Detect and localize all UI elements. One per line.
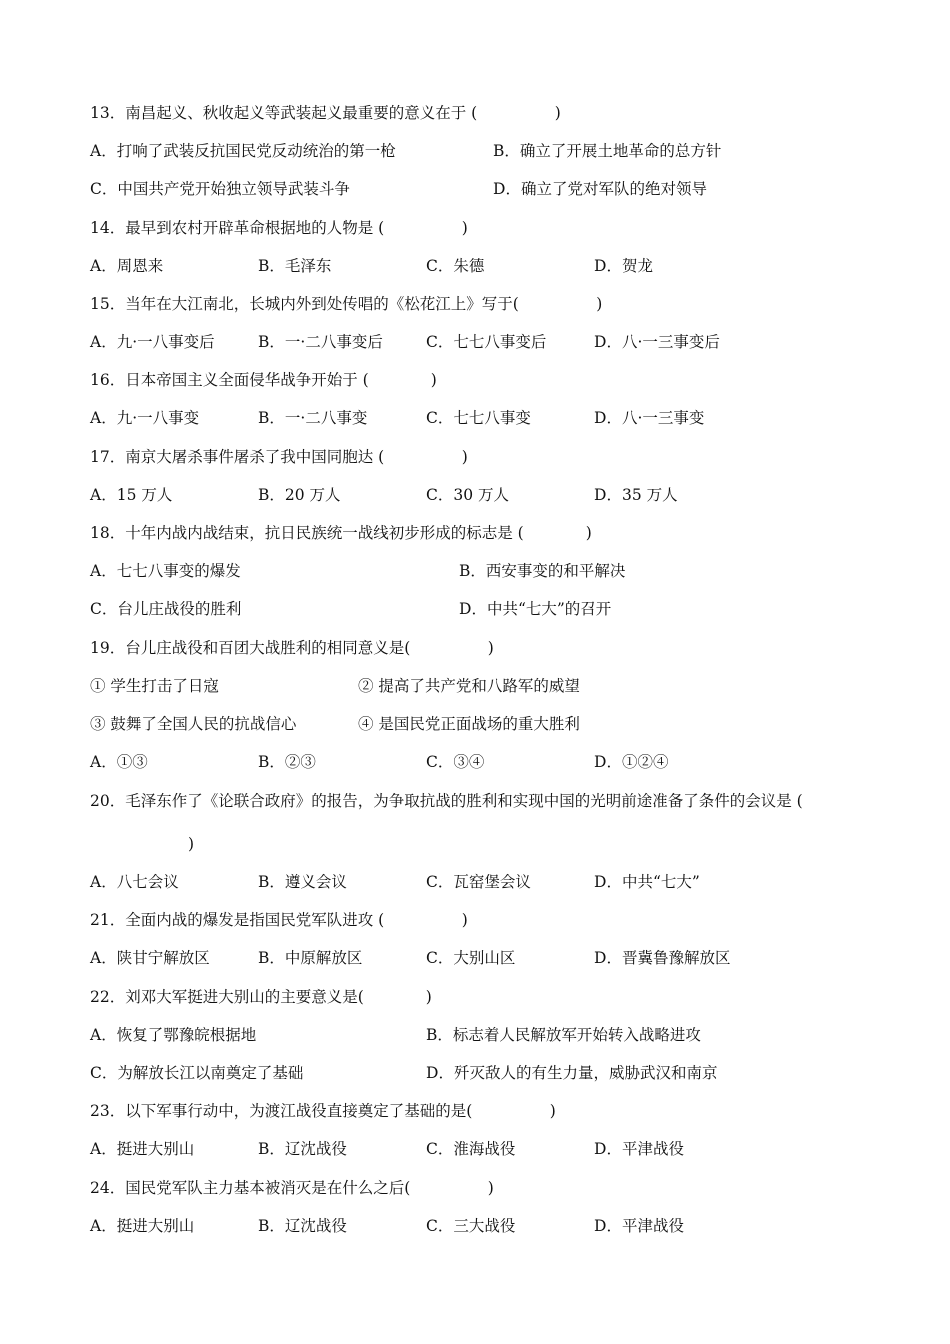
question-number: 14: [90, 219, 110, 237]
option-separator: ．: [606, 257, 622, 275]
option-text: 西安事变的和平解决: [485, 562, 626, 580]
option-separator: ．: [606, 1217, 622, 1235]
answer-option[interactable]: [426, 1216, 515, 1236]
option-text: 一·二八事变后: [284, 333, 383, 351]
answer-option[interactable]: [90, 408, 199, 428]
option-letter: B: [258, 409, 270, 427]
option-letter: B: [258, 1140, 270, 1158]
option-letter: C: [426, 486, 438, 504]
statement-item: ④ 是国民党正面战场的重大胜利: [358, 715, 580, 733]
option-letter: A: [90, 753, 102, 771]
option-separator: ．: [437, 753, 454, 771]
answer-option[interactable]: [459, 561, 625, 581]
option-separator: ．: [438, 1064, 454, 1082]
answer-option[interactable]: [594, 1139, 684, 1159]
answer-option[interactable]: [594, 1216, 684, 1236]
answer-option[interactable]: [426, 256, 484, 276]
statement-item: ① 学生打击了日寇: [90, 677, 219, 695]
option-separator: ．: [504, 142, 520, 160]
answer-option[interactable]: [258, 948, 362, 968]
answer-option[interactable]: [90, 948, 210, 968]
question-number: 22: [90, 988, 110, 1006]
answer-option[interactable]: [90, 752, 148, 772]
option-letter: A: [90, 409, 102, 427]
option-letter: A: [90, 1140, 102, 1158]
option-separator: ．: [437, 333, 454, 351]
option-letter: B: [258, 753, 270, 771]
option-text: 八七会议: [116, 873, 179, 891]
answer-option[interactable]: [258, 1216, 347, 1236]
option-separator: ．: [606, 486, 622, 504]
option-text: 朱德: [453, 257, 485, 275]
answer-option[interactable]: [258, 485, 341, 505]
option-text: 三大战役: [453, 1217, 516, 1235]
option-separator: ．: [606, 333, 622, 351]
question-text: ．刘邓大军挺进大别山的主要意义是( ): [109, 988, 432, 1006]
option-separator: ．: [101, 333, 117, 351]
option-letter: B: [258, 949, 270, 967]
option-text: 遵义会议: [284, 873, 347, 891]
answer-option[interactable]: [258, 1139, 347, 1159]
option-separator: ．: [269, 409, 285, 427]
option-text: ③④: [453, 753, 485, 771]
question-number: 17: [90, 448, 110, 466]
option-separator: ．: [269, 486, 285, 504]
option-separator: ．: [101, 600, 118, 618]
option-letter: A: [90, 1026, 102, 1044]
option-separator: ．: [101, 1217, 117, 1235]
option-separator: ．: [437, 949, 454, 967]
option-text: 毛泽东: [284, 257, 332, 275]
question-number: 23: [90, 1102, 110, 1120]
question-number: 16: [90, 371, 110, 389]
option-letter: C: [426, 1217, 438, 1235]
question-stem: [90, 523, 592, 543]
question-text: ．最早到农村开辟革命根据地的人物是 ( ): [109, 219, 468, 237]
answer-option[interactable]: [426, 752, 484, 772]
answer-option[interactable]: [258, 256, 331, 276]
option-separator: ．: [101, 753, 117, 771]
option-letter: B: [258, 257, 270, 275]
answer-option[interactable]: [258, 752, 316, 772]
option-text: 恢复了鄂豫皖根据地: [116, 1026, 257, 1044]
option-letter: D: [594, 949, 607, 967]
option-letter: C: [426, 873, 438, 891]
answer-option[interactable]: [426, 1025, 701, 1045]
option-text: 标志着人民解放军开始转入战略进攻: [452, 1026, 701, 1044]
option-text: 晋冀鲁豫解放区: [621, 949, 731, 967]
answer-option[interactable]: [90, 332, 215, 352]
question-stem: [90, 638, 494, 658]
option-text: 为解放长江以南奠定了基础: [117, 1064, 304, 1082]
option-letter: D: [594, 753, 607, 771]
option-text: 辽沈战役: [284, 1217, 347, 1235]
option-text: 挺进大别山: [116, 1140, 195, 1158]
option-letter: D: [493, 180, 506, 198]
answer-option[interactable]: [426, 1063, 717, 1083]
answer-option[interactable]: [90, 1139, 194, 1159]
option-letter: C: [426, 257, 438, 275]
option-text: 中国共产党开始独立领导武装斗争: [117, 180, 350, 198]
question-number: 20: [90, 792, 110, 810]
option-text: ②③: [284, 753, 316, 771]
option-letter: D: [594, 1140, 607, 1158]
answer-option[interactable]: [493, 141, 721, 161]
answer-option[interactable]: [90, 599, 241, 619]
statement-item: ② 提高了共产党和八路军的威望: [358, 677, 580, 695]
question-stem: [90, 218, 468, 238]
answer-option[interactable]: [426, 408, 531, 428]
question-text: ．日本帝国主义全面侵华战争开始于 ( ): [109, 371, 437, 389]
option-letter: C: [426, 1140, 438, 1158]
option-letter: D: [594, 257, 607, 275]
option-separator: ．: [101, 1026, 117, 1044]
option-letter: C: [90, 600, 102, 618]
option-letter: D: [594, 873, 607, 891]
question-stem: [90, 1101, 556, 1121]
question-text: ．毛泽东作了《论联合政府》的报告，为争取抗战的胜利和实现中国的光明前途准备了条件的会议是 (: [109, 792, 803, 810]
option-letter: D: [594, 409, 607, 427]
answer-option[interactable]: [594, 948, 730, 968]
option-separator: ．: [606, 409, 622, 427]
question-stem: [90, 1178, 494, 1198]
answer-option[interactable]: [594, 752, 668, 772]
option-separator: ．: [269, 333, 285, 351]
option-separator: ．: [606, 753, 622, 771]
option-separator: ．: [101, 257, 117, 275]
option-separator: ．: [606, 1140, 622, 1158]
option-text: 九·一八事变后: [116, 333, 215, 351]
answer-option[interactable]: [594, 256, 653, 276]
option-text: 20 万人: [284, 486, 341, 504]
option-letter: C: [426, 409, 438, 427]
question-stem: [90, 447, 468, 467]
option-separator: ．: [269, 257, 285, 275]
answer-option[interactable]: [90, 872, 179, 892]
option-text: 歼灭敌人的有生力量，威胁武汉和南京: [453, 1064, 718, 1082]
answer-option[interactable]: [426, 1139, 515, 1159]
option-text: 中共“七大”的召开: [486, 600, 612, 618]
answer-option[interactable]: [426, 948, 515, 968]
answer-option[interactable]: [90, 485, 172, 505]
question-text: ．台儿庄战役和百团大战胜利的相同意义是( ): [109, 639, 494, 657]
option-letter: D: [594, 1217, 607, 1235]
option-letter: B: [493, 142, 505, 160]
option-text: 平津战役: [621, 1140, 684, 1158]
question-stem-continuation: ): [188, 835, 195, 853]
option-text: ①③: [116, 753, 148, 771]
question-number: 18: [90, 524, 110, 542]
option-text: 挺进大别山: [116, 1217, 195, 1235]
option-separator: ．: [437, 1140, 454, 1158]
answer-option[interactable]: [258, 332, 383, 352]
option-text: 瓦窑堡会议: [453, 873, 531, 891]
option-separator: ．: [471, 600, 487, 618]
option-separator: ．: [101, 1140, 117, 1158]
option-separator: ．: [101, 180, 118, 198]
option-letter: A: [90, 949, 102, 967]
answer-option[interactable]: [426, 872, 531, 892]
option-text: 确立了党对军队的绝对领导: [520, 180, 707, 198]
option-letter: D: [426, 1064, 439, 1082]
option-letter: B: [258, 486, 270, 504]
answer-option[interactable]: [426, 332, 546, 352]
option-separator: ．: [101, 873, 117, 891]
option-text: 七七八事变后: [453, 333, 547, 351]
question-number: 15: [90, 295, 110, 313]
option-text: 一·二八事变: [284, 409, 368, 427]
answer-option[interactable]: [258, 408, 367, 428]
answer-option[interactable]: [90, 179, 350, 199]
answer-option[interactable]: [594, 408, 704, 428]
option-text: 确立了开展土地革命的总方针: [519, 142, 722, 160]
option-letter: A: [90, 562, 102, 580]
answer-option[interactable]: [90, 1216, 194, 1236]
option-letter: A: [90, 333, 102, 351]
answer-option[interactable]: [459, 599, 611, 619]
answer-option[interactable]: [90, 1025, 256, 1045]
option-separator: ．: [437, 1217, 454, 1235]
question-number: 19: [90, 639, 110, 657]
option-text: 中原解放区: [284, 949, 363, 967]
answer-option[interactable]: [426, 485, 509, 505]
option-separator: ．: [606, 873, 622, 891]
option-separator: ．: [101, 949, 117, 967]
answer-option[interactable]: [90, 561, 241, 581]
option-letter: D: [594, 333, 607, 351]
option-separator: ．: [269, 1140, 285, 1158]
question-number: 13: [90, 104, 110, 122]
option-text: 平津战役: [621, 1217, 684, 1235]
option-letter: A: [90, 1217, 102, 1235]
question-stem: [90, 294, 602, 314]
option-text: 35 万人: [621, 486, 678, 504]
answer-option[interactable]: [594, 332, 720, 352]
option-separator: ．: [437, 486, 454, 504]
option-text: 大别山区: [453, 949, 516, 967]
option-letter: B: [426, 1026, 438, 1044]
option-letter: A: [90, 142, 102, 160]
option-text: 辽沈战役: [284, 1140, 347, 1158]
option-letter: B: [459, 562, 471, 580]
question-stem: [90, 791, 803, 811]
option-separator: ．: [269, 873, 285, 891]
option-separator: ．: [437, 873, 454, 891]
question-text: ．南京大屠杀事件屠杀了我中国同胞达 ( ): [109, 448, 468, 466]
question-stem: [90, 987, 432, 1007]
question-number: 24: [90, 1179, 110, 1197]
option-letter: B: [258, 333, 270, 351]
option-letter: C: [426, 753, 438, 771]
option-separator: ．: [101, 1064, 118, 1082]
option-text: 淮海战役: [453, 1140, 516, 1158]
answer-option[interactable]: [594, 485, 678, 505]
question-stem: [90, 103, 561, 123]
option-text: 七七八事变: [453, 409, 531, 427]
answer-option[interactable]: [90, 256, 163, 276]
option-text: 八·一三事变: [621, 409, 705, 427]
option-separator: ．: [437, 1026, 453, 1044]
option-text: 九·一八事变: [116, 409, 200, 427]
option-text: ①②④: [621, 753, 669, 771]
option-letter: B: [258, 873, 270, 891]
question-stem: [90, 370, 437, 390]
option-separator: ．: [437, 257, 454, 275]
option-letter: C: [90, 1064, 102, 1082]
option-text: 台儿庄战役的胜利: [117, 600, 242, 618]
question-text: ．南昌起义、秋收起义等武装起义最重要的意义在于 ( ): [109, 104, 561, 122]
statement-item: ③ 鼓舞了全国人民的抗战信心: [90, 715, 297, 733]
option-letter: A: [90, 486, 102, 504]
option-text: 八·一三事变后: [621, 333, 720, 351]
option-text: 30 万人: [453, 486, 510, 504]
option-text: 中共“七大”: [621, 873, 700, 891]
option-separator: ．: [606, 949, 622, 967]
option-text: 周恩来: [116, 257, 164, 275]
option-letter: D: [459, 600, 472, 618]
option-separator: ．: [101, 486, 117, 504]
question-text: ．当年在大江南北，长城内外到处传唱的《松花江上》写于( ): [109, 295, 603, 313]
option-separator: ．: [505, 180, 521, 198]
question-stem: [90, 910, 468, 930]
option-separator: ．: [101, 562, 117, 580]
answer-option[interactable]: [90, 141, 396, 161]
option-text: 15 万人: [116, 486, 173, 504]
option-separator: ．: [269, 753, 285, 771]
option-letter: D: [594, 486, 607, 504]
answer-option[interactable]: [90, 1063, 303, 1083]
option-letter: C: [426, 333, 438, 351]
option-letter: B: [258, 1217, 270, 1235]
option-separator: ．: [269, 1217, 285, 1235]
answer-option[interactable]: [594, 872, 700, 892]
option-separator: ．: [269, 949, 285, 967]
option-text: 七七八事变的爆发: [116, 562, 241, 580]
question-number: 21: [90, 911, 110, 929]
option-separator: ．: [101, 142, 117, 160]
option-letter: C: [426, 949, 438, 967]
option-text: 打响了武装反抗国民党反动统治的第一枪: [116, 142, 396, 160]
option-text: 陕甘宁解放区: [116, 949, 210, 967]
option-letter: C: [90, 180, 102, 198]
option-separator: ．: [470, 562, 486, 580]
option-letter: A: [90, 257, 102, 275]
answer-option[interactable]: [258, 872, 347, 892]
option-separator: ．: [437, 409, 454, 427]
option-text: 贺龙: [621, 257, 653, 275]
question-text: ．十年内战内战结束，抗日民族统一战线初步形成的标志是 ( ): [109, 524, 592, 542]
option-separator: ．: [101, 409, 117, 427]
question-text: ．国民党军队主力基本被消灭是在什么之后( ): [109, 1179, 494, 1197]
option-letter: A: [90, 873, 102, 891]
question-text: ．全面内战的爆发是指国民党军队进攻 ( ): [109, 911, 468, 929]
answer-option[interactable]: [493, 179, 707, 199]
question-text: ．以下军事行动中，为渡江战役直接奠定了基础的是( ): [109, 1102, 556, 1120]
